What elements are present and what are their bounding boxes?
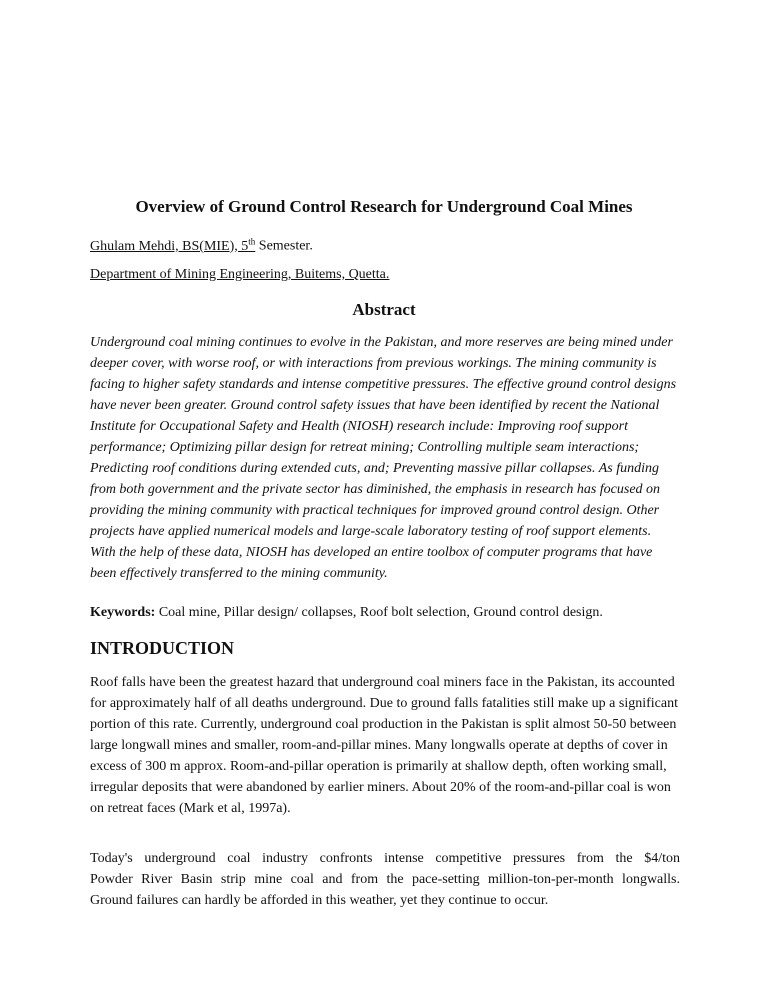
keywords-label: Keywords: bbox=[90, 605, 156, 620]
keywords-line bbox=[90, 605, 690, 621]
abstract-text: Underground coal mining continues to evolve in the Pakistan, and more reserves are being mined under deeper cover, with worse roof, or with interactions from previous workings. The mining community is facing to higher safety standards and intense competitive pressures. The effective ground control designs have never been greater. Ground control safety issues that have been identified by recent the National Institute for Occupational Safety and Health (NIOSH) research include: Improving roof support performance; Optimizing pillar design for retreat mining; Controlling multiple seam interactions; Predicting roof conditions during extended cuts, and; Preventing massive pillar collapses. As funding from both government and the private sector has diminished, the emphasis in research has focused on providing the mining community with practical techniques for improved ground control design. Other projects have applied numerical models and large-scale laboratory testing of roof support elements. With the help of these data, NIOSH has developed an entire toolbox of computer programs that have been effectively transferred to the mining community. bbox=[90, 335, 677, 581]
author-semester: Semester. bbox=[255, 238, 313, 254]
author-name: Ghulam Mehdi, BS(MIE), 5th bbox=[90, 236, 256, 254]
abstract-heading: Abstract bbox=[352, 300, 416, 319]
introduction-paragraph-2 bbox=[90, 848, 680, 911]
department-line bbox=[90, 267, 389, 283]
author-sup: th bbox=[248, 236, 256, 246]
paragraph-line: Powder River Basin strip mine coal and from the pace-setting million-ton-per-month longwalls. bbox=[90, 872, 680, 887]
introduction-paragraph-1: Roof falls have been the greatest hazard that underground coal miners face in the Pakistan, its accounted for approximately half of all deaths underground. Due to ground falls fatalities still make up a significant portion of this rate. Currently, underground coal production in the Pakistan is split almost 50-50 between large longwall mines and smaller, room-and-pillar mines. Many longwalls operate at depths of cover in excess of 300 m approx. Room-and-pillar operation is primarily at shallow depth, often working small, irregular deposits that were abandoned by earlier miners. About 20% of the room-and-pillar coal is won on retreat faces (Mark et al, 1997a). bbox=[90, 675, 678, 816]
introduction-heading: INTRODUCTION bbox=[90, 638, 235, 658]
author-line bbox=[90, 236, 313, 255]
keywords-text: Coal mine, Pillar design/ collapses, Roof bolt selection, Ground control design. bbox=[155, 605, 603, 620]
paragraph-line: Ground failures can hardly be afforded in this weather, yet they continue to occur. bbox=[90, 893, 549, 908]
paragraph-line: Today's underground coal industry confronts intense competitive pressures from the $4/ton bbox=[90, 851, 680, 866]
department-text: Department of Mining Engineering, Buitems, Quetta. bbox=[90, 267, 390, 282]
paper-title: Overview of Ground Control Research for Underground Coal Mines bbox=[135, 197, 633, 216]
